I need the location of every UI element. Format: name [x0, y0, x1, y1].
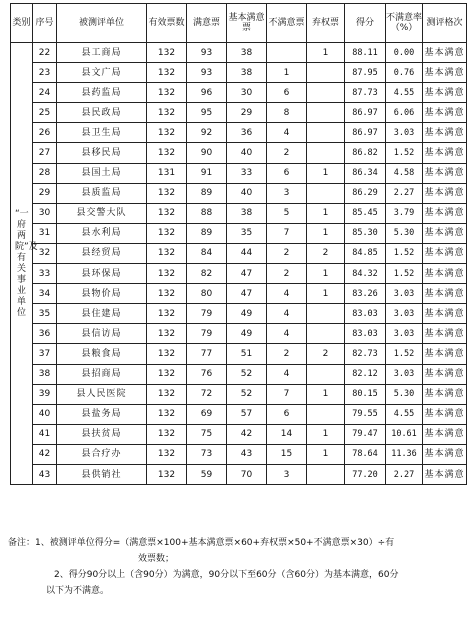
basic-satisfied-votes-cell: 33 — [227, 163, 267, 183]
evaluation-table-container — [10, 3, 467, 485]
basic-satisfied-votes-cell: 38 — [227, 43, 267, 63]
valid-votes-cell: 132 — [147, 344, 187, 364]
basic-satisfied-votes-cell: 44 — [227, 243, 267, 263]
header-unit: 被测评单位 — [57, 4, 147, 43]
satisfied-votes-cell: 89 — [187, 223, 227, 243]
unit-name-cell: 县经贸局 — [57, 243, 147, 263]
score-cell: 79.55 — [345, 404, 386, 424]
grade-cell: 基本满意 — [423, 284, 467, 304]
basic-satisfied-votes-cell: 57 — [227, 404, 267, 424]
unit-name-cell: 县质监局 — [57, 183, 147, 203]
valid-votes-cell: 132 — [147, 243, 187, 263]
table-row — [11, 464, 467, 484]
unsatisfied-rate-cell: 1.52 — [386, 143, 423, 163]
unsatisfied-rate-cell: 2.27 — [386, 183, 423, 203]
abstain-votes-cell: 1 — [307, 43, 345, 63]
header-unsatisfied-rate: 不满意率（%） — [386, 4, 423, 43]
valid-votes-cell: 132 — [147, 324, 187, 344]
unsatisfied-votes-cell: 2 — [267, 264, 307, 284]
score-cell: 84.85 — [345, 243, 386, 263]
row-number-cell: 38 — [33, 364, 57, 384]
unit-name-cell: 县住建局 — [57, 304, 147, 324]
grade-cell: 基本满意 — [423, 83, 467, 103]
unsatisfied-votes-cell: 2 — [267, 243, 307, 263]
unit-name-cell: 县信访局 — [57, 324, 147, 344]
category-label: “一府两院”及有关事业单位 — [15, 208, 38, 318]
basic-satisfied-votes-cell: 70 — [227, 464, 267, 484]
satisfied-votes-cell: 88 — [187, 203, 227, 223]
abstain-votes-cell: 1 — [307, 444, 345, 464]
abstain-votes-cell — [307, 83, 345, 103]
unit-name-cell: 县盐务局 — [57, 404, 147, 424]
valid-votes-cell: 132 — [147, 444, 187, 464]
unsatisfied-rate-cell: 11.36 — [386, 444, 423, 464]
abstain-votes-cell: 1 — [307, 163, 345, 183]
unsatisfied-rate-cell: 3.03 — [386, 364, 423, 384]
unsatisfied-votes-cell: 3 — [267, 464, 307, 484]
basic-satisfied-votes-cell: 35 — [227, 223, 267, 243]
valid-votes-cell: 131 — [147, 163, 187, 183]
table-row — [11, 284, 467, 304]
notes-section — [8, 535, 463, 599]
abstain-votes-cell: 1 — [307, 203, 345, 223]
unsatisfied-votes-cell — [267, 43, 307, 63]
score-cell: 85.30 — [345, 223, 386, 243]
note-formula: 备注：1、被测评单位得分=（满意票×100+基本满意票×60+弃权票×50+不满意票×30）÷有 — [8, 538, 395, 548]
score-cell: 78.64 — [345, 444, 386, 464]
unsatisfied-votes-cell: 3 — [267, 183, 307, 203]
valid-votes-cell: 132 — [147, 143, 187, 163]
grade-cell: 基本满意 — [423, 103, 467, 123]
abstain-votes-cell — [307, 404, 345, 424]
abstain-votes-cell: 1 — [307, 264, 345, 284]
table-row — [11, 143, 467, 163]
unsatisfied-rate-cell: 5.30 — [386, 223, 423, 243]
satisfied-votes-cell: 91 — [187, 163, 227, 183]
abstain-votes-cell — [307, 63, 345, 83]
grade-cell: 基本满意 — [423, 364, 467, 384]
unsatisfied-votes-cell: 4 — [267, 123, 307, 143]
abstain-votes-cell: 2 — [307, 344, 345, 364]
score-cell: 79.47 — [345, 424, 386, 444]
satisfied-votes-cell: 96 — [187, 83, 227, 103]
row-number-cell: 24 — [33, 83, 57, 103]
grade-cell: 基本满意 — [423, 123, 467, 143]
grade-cell: 基本满意 — [423, 324, 467, 344]
grade-cell: 基本满意 — [423, 163, 467, 183]
basic-satisfied-votes-cell: 52 — [227, 384, 267, 404]
grade-cell: 基本满意 — [423, 384, 467, 404]
grade-cell: 基本满意 — [423, 203, 467, 223]
basic-satisfied-votes-cell: 42 — [227, 424, 267, 444]
unit-name-cell: 县供销社 — [57, 464, 147, 484]
basic-satisfied-votes-cell: 43 — [227, 444, 267, 464]
basic-satisfied-votes-cell: 38 — [227, 63, 267, 83]
grade-cell: 基本满意 — [423, 143, 467, 163]
row-number-cell: 29 — [33, 183, 57, 203]
unit-name-cell: 县交警大队 — [57, 203, 147, 223]
satisfied-votes-cell: 75 — [187, 424, 227, 444]
unsatisfied-rate-cell: 2.27 — [386, 464, 423, 484]
unsatisfied-votes-cell: 4 — [267, 304, 307, 324]
score-cell: 87.73 — [345, 83, 386, 103]
abstain-votes-cell — [307, 464, 345, 484]
unit-name-cell: 县水利局 — [57, 223, 147, 243]
unsatisfied-votes-cell: 14 — [267, 424, 307, 444]
score-cell: 86.97 — [345, 123, 386, 143]
satisfied-votes-cell: 80 — [187, 284, 227, 304]
score-cell: 82.12 — [345, 364, 386, 384]
unsatisfied-rate-cell: 1.52 — [386, 344, 423, 364]
unsatisfied-votes-cell: 4 — [267, 284, 307, 304]
basic-satisfied-votes-cell: 36 — [227, 123, 267, 143]
basic-satisfied-votes-cell: 40 — [227, 143, 267, 163]
score-cell: 86.82 — [345, 143, 386, 163]
satisfied-votes-cell: 92 — [187, 123, 227, 143]
abstain-votes-cell: 2 — [307, 243, 345, 263]
grade-cell: 基本满意 — [423, 63, 467, 83]
row-number-cell: 30 — [33, 203, 57, 223]
valid-votes-cell: 132 — [147, 183, 187, 203]
row-number-cell: 32 — [33, 243, 57, 263]
row-number-cell: 43 — [33, 464, 57, 484]
valid-votes-cell: 132 — [147, 264, 187, 284]
unit-name-cell: 县环保局 — [57, 264, 147, 284]
valid-votes-cell: 132 — [147, 464, 187, 484]
unsatisfied-rate-cell: 3.03 — [386, 284, 423, 304]
table-row — [11, 43, 467, 63]
score-cell: 85.45 — [345, 203, 386, 223]
score-cell: 84.32 — [345, 264, 386, 284]
grade-cell: 基本满意 — [423, 264, 467, 284]
unsatisfied-votes-cell: 7 — [267, 223, 307, 243]
abstain-votes-cell — [307, 123, 345, 143]
abstain-votes-cell: 1 — [307, 223, 345, 243]
score-cell: 86.34 — [345, 163, 386, 183]
unit-name-cell: 县国土局 — [57, 163, 147, 183]
table-row — [11, 63, 467, 83]
grade-cell: 基本满意 — [423, 344, 467, 364]
table-row — [11, 103, 467, 123]
unsatisfied-votes-cell: 4 — [267, 324, 307, 344]
satisfied-votes-cell: 59 — [187, 464, 227, 484]
row-number-cell: 36 — [33, 324, 57, 344]
score-cell: 88.11 — [345, 43, 386, 63]
table-row — [11, 424, 467, 444]
unit-name-cell: 县人民医院 — [57, 384, 147, 404]
unit-name-cell: 县卫生局 — [57, 123, 147, 143]
row-number-cell: 27 — [33, 143, 57, 163]
valid-votes-cell: 132 — [147, 43, 187, 63]
unit-name-cell: 县扶贫局 — [57, 424, 147, 444]
note-criteria-cont: 以下为不满意。 — [46, 586, 110, 596]
satisfied-votes-cell: 79 — [187, 324, 227, 344]
row-number-cell: 31 — [33, 223, 57, 243]
abstain-votes-cell — [307, 364, 345, 384]
table-row — [11, 83, 467, 103]
unsatisfied-rate-cell: 3.79 — [386, 203, 423, 223]
table-row — [11, 444, 467, 464]
satisfied-votes-cell: 93 — [187, 43, 227, 63]
score-cell: 80.15 — [345, 384, 386, 404]
unsatisfied-rate-cell: 4.55 — [386, 83, 423, 103]
basic-satisfied-votes-cell: 29 — [227, 103, 267, 123]
row-number-cell: 22 — [33, 43, 57, 63]
header-row — [11, 4, 467, 43]
grade-cell: 基本满意 — [423, 183, 467, 203]
satisfied-votes-cell: 95 — [187, 103, 227, 123]
header-satisfied: 满意票 — [187, 4, 227, 43]
score-cell: 77.20 — [345, 464, 386, 484]
row-number-cell: 39 — [33, 384, 57, 404]
satisfied-votes-cell: 72 — [187, 384, 227, 404]
table-row — [11, 243, 467, 263]
table-row — [11, 163, 467, 183]
table-row — [11, 344, 467, 364]
unsatisfied-votes-cell: 6 — [267, 404, 307, 424]
grade-cell: 基本满意 — [423, 444, 467, 464]
header-valid-votes: 有效票数 — [147, 4, 187, 43]
basic-satisfied-votes-cell: 47 — [227, 284, 267, 304]
unsatisfied-votes-cell: 1 — [267, 63, 307, 83]
satisfied-votes-cell: 93 — [187, 63, 227, 83]
unit-name-cell: 县合疗办 — [57, 444, 147, 464]
unsatisfied-rate-cell: 3.03 — [386, 304, 423, 324]
unsatisfied-rate-cell: 6.06 — [386, 103, 423, 123]
satisfied-votes-cell: 90 — [187, 143, 227, 163]
unit-name-cell: 县工商局 — [57, 43, 147, 63]
valid-votes-cell: 132 — [147, 103, 187, 123]
header-score: 得分 — [345, 4, 386, 43]
table-body — [11, 43, 467, 485]
valid-votes-cell: 132 — [147, 424, 187, 444]
abstain-votes-cell: 1 — [307, 424, 345, 444]
table-row — [11, 223, 467, 243]
unsatisfied-rate-cell: 10.61 — [386, 424, 423, 444]
unsatisfied-rate-cell: 4.55 — [386, 404, 423, 424]
header-basic-satisfied: 基本满意票 — [227, 4, 267, 43]
unsatisfied-votes-cell: 15 — [267, 444, 307, 464]
unsatisfied-rate-cell: 3.03 — [386, 123, 423, 143]
score-cell: 83.03 — [345, 324, 386, 344]
satisfied-votes-cell: 79 — [187, 304, 227, 324]
valid-votes-cell: 132 — [147, 83, 187, 103]
basic-satisfied-votes-cell: 47 — [227, 264, 267, 284]
satisfied-votes-cell: 84 — [187, 243, 227, 263]
evaluation-table — [10, 3, 467, 485]
satisfied-votes-cell: 69 — [187, 404, 227, 424]
valid-votes-cell: 132 — [147, 404, 187, 424]
basic-satisfied-votes-cell: 49 — [227, 304, 267, 324]
note-formula-cont: 效票数； — [138, 554, 175, 564]
valid-votes-cell: 132 — [147, 364, 187, 384]
valid-votes-cell: 132 — [147, 304, 187, 324]
table-row — [11, 384, 467, 404]
unsatisfied-votes-cell: 5 — [267, 203, 307, 223]
unsatisfied-rate-cell: 1.52 — [386, 264, 423, 284]
satisfied-votes-cell: 77 — [187, 344, 227, 364]
valid-votes-cell: 132 — [147, 123, 187, 143]
table-row — [11, 183, 467, 203]
unsatisfied-votes-cell: 2 — [267, 143, 307, 163]
unsatisfied-rate-cell: 3.03 — [386, 324, 423, 344]
grade-cell: 基本满意 — [423, 304, 467, 324]
basic-satisfied-votes-cell: 40 — [227, 183, 267, 203]
row-number-cell: 23 — [33, 63, 57, 83]
basic-satisfied-votes-cell: 49 — [227, 324, 267, 344]
abstain-votes-cell — [307, 103, 345, 123]
abstain-votes-cell: 1 — [307, 284, 345, 304]
row-number-cell: 41 — [33, 424, 57, 444]
score-cell: 83.03 — [345, 304, 386, 324]
score-cell: 86.29 — [345, 183, 386, 203]
abstain-votes-cell: 1 — [307, 384, 345, 404]
header-grade: 测评格次 — [423, 4, 467, 43]
unsatisfied-votes-cell: 6 — [267, 163, 307, 183]
valid-votes-cell: 132 — [147, 203, 187, 223]
unsatisfied-rate-cell: 5.30 — [386, 384, 423, 404]
row-number-cell: 33 — [33, 264, 57, 284]
table-row — [11, 404, 467, 424]
unit-name-cell: 县药监局 — [57, 83, 147, 103]
score-cell: 82.73 — [345, 344, 386, 364]
abstain-votes-cell — [307, 143, 345, 163]
note-criteria: 2、得分90分以上（含90分）为满意，90分以下至60分（含60分）为基本满意，60分 — [54, 570, 399, 580]
valid-votes-cell: 132 — [147, 223, 187, 243]
basic-satisfied-votes-cell: 38 — [227, 203, 267, 223]
table-row — [11, 264, 467, 284]
row-number-cell: 35 — [33, 304, 57, 324]
valid-votes-cell: 132 — [147, 63, 187, 83]
score-cell: 83.26 — [345, 284, 386, 304]
valid-votes-cell: 132 — [147, 284, 187, 304]
unit-name-cell: 县移民局 — [57, 143, 147, 163]
table-row — [11, 203, 467, 223]
valid-votes-cell: 132 — [147, 384, 187, 404]
grade-cell: 基本满意 — [423, 404, 467, 424]
row-number-cell: 40 — [33, 404, 57, 424]
row-number-cell: 42 — [33, 444, 57, 464]
unsatisfied-votes-cell: 4 — [267, 364, 307, 384]
score-cell: 87.95 — [345, 63, 386, 83]
satisfied-votes-cell: 89 — [187, 183, 227, 203]
basic-satisfied-votes-cell: 30 — [227, 83, 267, 103]
unit-name-cell: 县文广局 — [57, 63, 147, 83]
header-unsatisfied: 不满意票 — [267, 4, 307, 43]
grade-cell: 基本满意 — [423, 243, 467, 263]
row-number-cell: 25 — [33, 103, 57, 123]
unsatisfied-votes-cell: 6 — [267, 83, 307, 103]
unsatisfied-rate-cell: 4.58 — [386, 163, 423, 183]
grade-cell: 基本满意 — [423, 424, 467, 444]
satisfied-votes-cell: 82 — [187, 264, 227, 284]
header-category: 类别 — [11, 4, 33, 43]
header-abstain: 弃权票 — [307, 4, 345, 43]
unsatisfied-votes-cell: 2 — [267, 344, 307, 364]
abstain-votes-cell — [307, 324, 345, 344]
row-number-cell: 37 — [33, 344, 57, 364]
satisfied-votes-cell: 73 — [187, 444, 227, 464]
row-number-cell: 34 — [33, 284, 57, 304]
unit-name-cell: 县粮食局 — [57, 344, 147, 364]
unit-name-cell: 县民政局 — [57, 103, 147, 123]
grade-cell: 基本满意 — [423, 43, 467, 63]
unit-name-cell: 县物价局 — [57, 284, 147, 304]
unsatisfied-rate-cell: 0.76 — [386, 63, 423, 83]
unsatisfied-rate-cell: 0.00 — [386, 43, 423, 63]
table-row — [11, 123, 467, 143]
grade-cell: 基本满意 — [423, 464, 467, 484]
abstain-votes-cell — [307, 304, 345, 324]
score-cell: 86.97 — [345, 103, 386, 123]
table-row — [11, 364, 467, 384]
satisfied-votes-cell: 76 — [187, 364, 227, 384]
basic-satisfied-votes-cell: 52 — [227, 364, 267, 384]
unsatisfied-votes-cell: 7 — [267, 384, 307, 404]
row-number-cell: 28 — [33, 163, 57, 183]
unsatisfied-votes-cell: 8 — [267, 103, 307, 123]
row-number-cell: 26 — [33, 123, 57, 143]
table-row — [11, 324, 467, 344]
abstain-votes-cell — [307, 183, 345, 203]
header-number: 序号 — [33, 4, 57, 43]
basic-satisfied-votes-cell: 51 — [227, 344, 267, 364]
table-row — [11, 304, 467, 324]
unsatisfied-rate-cell: 1.52 — [386, 243, 423, 263]
unit-name-cell: 县招商局 — [57, 364, 147, 384]
grade-cell: 基本满意 — [423, 223, 467, 243]
category-cell — [11, 43, 38, 485]
